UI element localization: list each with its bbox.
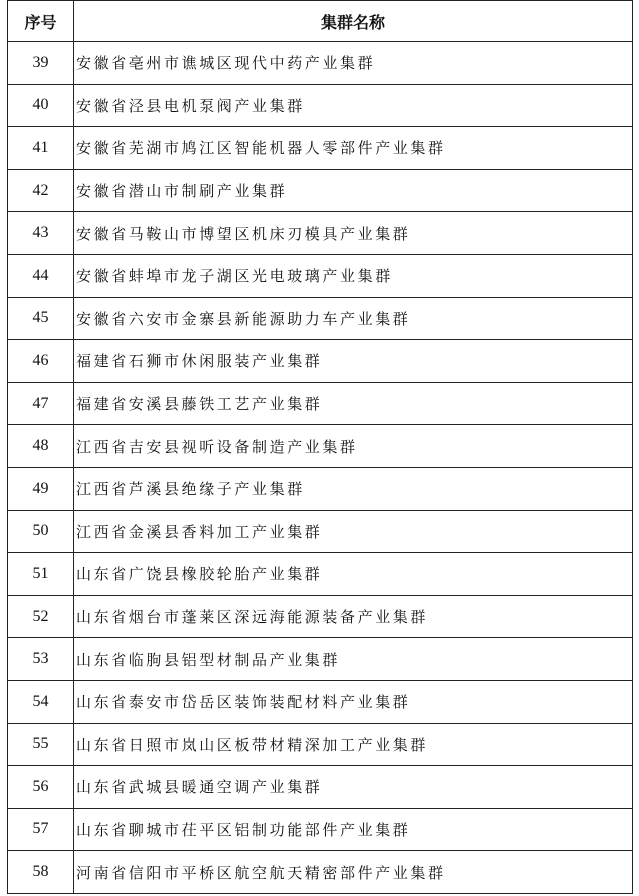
- row-index: 57: [8, 808, 74, 851]
- row-cluster-name: 安徽省蚌埠市龙子湖区光电玻璃产业集群: [74, 254, 633, 297]
- row-cluster-name: 安徽省马鞍山市博望区机床刃模具产业集群: [74, 212, 633, 255]
- row-index: 40: [8, 84, 74, 127]
- row-cluster-name: 江西省金溪县香料加工产业集群: [74, 510, 633, 553]
- row-index: 49: [8, 467, 74, 510]
- row-index: 55: [8, 723, 74, 766]
- table-body: [8, 42, 633, 894]
- row-cluster-name: 福建省石狮市休闲服装产业集群: [74, 340, 633, 383]
- row-index: 43: [8, 212, 74, 255]
- table-row: [8, 680, 633, 723]
- header-row: [8, 1, 633, 42]
- row-cluster-name: 江西省芦溪县绝缘子产业集群: [74, 467, 633, 510]
- table-row: [8, 42, 633, 85]
- row-cluster-name: 山东省日照市岚山区板带材精深加工产业集群: [74, 723, 633, 766]
- row-cluster-name: 安徽省泾县电机泵阀产业集群: [74, 84, 633, 127]
- row-index: 53: [8, 638, 74, 681]
- row-cluster-name: 河南省信阳市平桥区航空航天精密部件产业集群: [74, 851, 633, 894]
- table-header: [8, 1, 633, 42]
- row-index: 47: [8, 382, 74, 425]
- row-index: 50: [8, 510, 74, 553]
- row-cluster-name: 山东省聊城市茌平区铝制功能部件产业集群: [74, 808, 633, 851]
- row-cluster-name: 山东省武城县暖通空调产业集群: [74, 766, 633, 809]
- table-row: [8, 382, 633, 425]
- row-cluster-name: 山东省临朐县铝型材制品产业集群: [74, 638, 633, 681]
- row-index: 58: [8, 851, 74, 894]
- row-index: 44: [8, 254, 74, 297]
- table-row: [8, 595, 633, 638]
- row-cluster-name: 安徽省芜湖市鸠江区智能机器人零部件产业集群: [74, 127, 633, 170]
- table-row: [8, 808, 633, 851]
- row-cluster-name: 安徽省六安市金寨县新能源助力车产业集群: [74, 297, 633, 340]
- table-row: [8, 425, 633, 468]
- row-index: 46: [8, 340, 74, 383]
- table-row: [8, 84, 633, 127]
- row-index: 51: [8, 553, 74, 596]
- row-index: 52: [8, 595, 74, 638]
- table-row: [8, 510, 633, 553]
- row-index: 39: [8, 42, 74, 85]
- table-row: [8, 254, 633, 297]
- table-row: [8, 340, 633, 383]
- table-row: [8, 638, 633, 681]
- row-cluster-name: 江西省吉安县视听设备制造产业集群: [74, 425, 633, 468]
- table-row: [8, 169, 633, 212]
- table-row: [8, 467, 633, 510]
- row-index: 54: [8, 680, 74, 723]
- table-row: [8, 553, 633, 596]
- row-cluster-name: 山东省烟台市蓬莱区深远海能源装备产业集群: [74, 595, 633, 638]
- header-cluster-name: 集群名称: [74, 1, 633, 42]
- row-index: 42: [8, 169, 74, 212]
- row-index: 56: [8, 766, 74, 809]
- row-cluster-name: 安徽省亳州市谯城区现代中药产业集群: [74, 42, 633, 85]
- row-cluster-name: 山东省广饶县橡胶轮胎产业集群: [74, 553, 633, 596]
- row-cluster-name: 山东省泰安市岱岳区装饰装配材料产业集群: [74, 680, 633, 723]
- table-row: [8, 297, 633, 340]
- row-index: 41: [8, 127, 74, 170]
- row-cluster-name: 安徽省潜山市制刷产业集群: [74, 169, 633, 212]
- table-row: [8, 766, 633, 809]
- table-row: [8, 212, 633, 255]
- row-index: 48: [8, 425, 74, 468]
- header-index: 序号: [8, 1, 74, 42]
- row-cluster-name: 福建省安溪县藤铁工艺产业集群: [74, 382, 633, 425]
- row-index: 45: [8, 297, 74, 340]
- table-row: [8, 127, 633, 170]
- table-row: [8, 723, 633, 766]
- cluster-table: [7, 0, 633, 894]
- table-row: [8, 851, 633, 894]
